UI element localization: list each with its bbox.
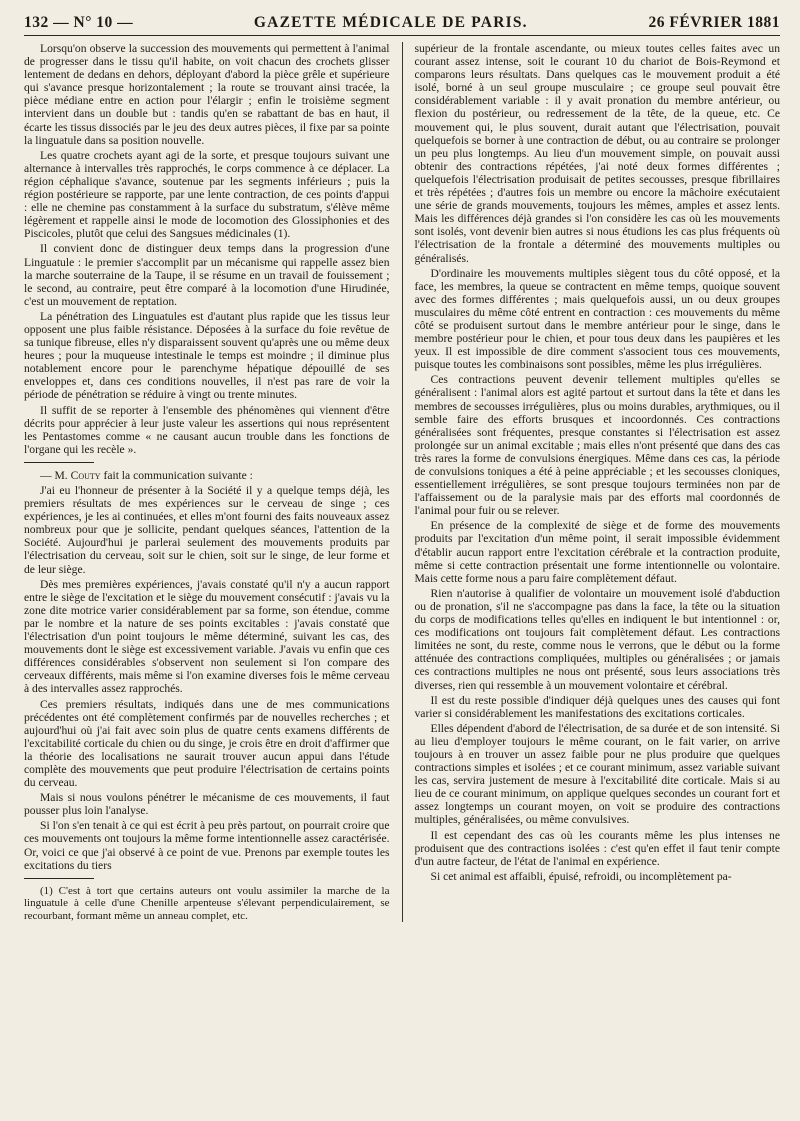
paragraph: Il est du reste possible d'indiquer déjà quelques unes des causes qui font varier si considérablement les manifestations des excitations corticales.: [414, 693, 780, 720]
paragraph: supérieur de la frontale ascendante, ou mieux toutes celles faites avec un courant assez intense, soit le courant 10 du chariot de Bois-Reymond et comparons leurs résultats. Dans quelques cas le mouvement produit a été isolé, borné à un seul groupe musculaire ; ce groupe seul pouvait être considérablement variable : il y avait pronation du membre antérieur, ou flexion du postérieur, ou redressement de la tête, de la queue, etc. Ce mouvement qui, le plus souvent, durait autant que l'électrisation, pouvait quelquefois se borner à une contraction de début, ou au contraire se prolonger un peu plus longtemps. Au lieu d'un mouvement simple, on pouvait aussi obtenir des contractions répétées, j'ai noté deux formes différentes ; quelquefois l'électrisation produisait de petites secousses, presque fibrillaires et très répétées ; d'autres fois un membre ou encore la mâchoire exécutaient une série de grands mouvements, toujours les mêmes, amples et assez lents. Mais les différences déjà grandes si l'on considère les cas où les mouvements sont isolés, vont devenir bien autres si nous étudions les cas plus fréquents où l'électrisation de la frontale a déterminé des mouvements multiples ou généralisés.: [414, 42, 780, 265]
page-header: [24, 14, 780, 36]
paragraph: Il suffit de se reporter à l'ensemble des phénomènes qui viennent d'être décrits pour apprécier à leur juste valeur les assertions qui nous représentent les Pentastomes comme « ne causant aucun trouble dans les fonctions de l'organe qui les recèle ».: [24, 403, 390, 456]
issue-date: 26 FÉVRIER 1881: [648, 14, 780, 31]
paragraph: Ces premiers résultats, indiqués dans une de mes communications précédentes ont été complètement confirmés par de nouvelles recherches ; et aujourd'hui où j'ai fait avec soin plus de quatre cents examens différents de l'excitabilité corticale du chien ou du singe, je crois être en droit d'affirmer que la théorie des localisations ne saurait trouver aucun appui dans l'étude complète des mouvements que peut produire l'électrisation de certains points du cerveau.: [24, 697, 390, 790]
paragraph: Rien n'autorise à qualifier de volontaire un mouvement isolé d'abduction ou de pronation, s'il ne s'accompagne pas dans la face, la tête ou la situation du corps de modifications telles qu'elles en indiquent le but intentionnel : or, ces modifications ont toujours fait complètement défaut. Les contractions limitées ne sont, du reste, comme nous le verrons, que le début ou la forme atténuée des contractions compliquées, multiples ou généralisées ; or jamais ces contractions multiples ne nous ont présenté, sous leurs associations très diverses, rien qui ressemble à un mouvement volontaire et cérébral.: [414, 586, 780, 692]
paragraph: Dès mes premières expériences, j'avais constaté qu'il n'y a aucun rapport entre le siège de l'excitation et le siège du mouvement consécutif : j'avais vu la zone dite motrice varier considérablement par sa forme, son étendue, comme par le nombre et la nature de ses points excitables : j'avais constaté que l'électrisation d'un point toujours le même déterminé, suivant les cas, des mouvements dont le siège est excessivement variable. J'avais vu enfin que ces différences considérables s'observent non seulement si l'on compare des cerveaux différents, mais même si l'on examine diverses fois le même cerveau à des intervalles assez rapprochés.: [24, 577, 390, 696]
paragraph: J'ai eu l'honneur de présenter à la Société il y a quelque temps déjà, les premiers résultats de mes expériences sur le cerveau de singe ; ces expériences, je les ai continuées, et elles m'ont fourni des faits nouveaux assez nombreux pour que je sollicite, pendant quelques séances, l'attention de la Société. Aujourd'hui je parlerai seulement des mouvements produits par l'électrisation du cerveau, soit sur le chien, soit sur le singe, de leur forme et de leur siège.: [24, 484, 390, 576]
paragraph: Si cet animal est affaibli, épuisé, refroidi, ou incomplètement pa-: [430, 869, 732, 883]
issue-number: — N° 10 —: [53, 14, 134, 31]
paragraph: Ces contractions peuvent devenir tellement multiples qu'elles se généralisent : l'animal alors est agité partout et surtout dans la tête et dans les membres de secousses irrégulières, plus ou moins durables, arythmiques, ou il semble faire des efforts brusques et incoordonnés. Ces contractions généralisées sont fréquentes, presque constantes si l'électrisation est assez prolongée sur un animal excitable ; mais elles n'ont présenté que dans des cas très rares la forme de convulsions énergiques. Même dans ces cas, la période de convulsions toniques a été à peine appréciable ; et les secousses cloniques, essentiellement irrégulières, se sont presque toujours terminées non par de l'affaissement ou de la paralysie mais par des efforts mal coordonnés de l'animal pour fuir ou se relever.: [414, 373, 780, 518]
paragraph: Si l'on s'en tenait à ce qui est écrit à peu près partout, on pourrait croire que ces mouvements ont toujours la même forme intentionnelle assez caractérisée. Or, voici ce que j'ai observé à ce point de vue. Prenons par exemple toutes les excitations du tiers: [24, 819, 390, 872]
paragraph: En présence de la complexité de siège et de forme des mouvements produits par l'excitation d'un même point, il serait impossible évidemment d'établir aucun rapport entre l'excitation cérébrale et la contraction produite, même si cette contraction présentait une forme intentionnelle ou volontaire. Mais cette forme nous a paru faire complètement défaut.: [414, 519, 780, 585]
speaker-prefix: — M.: [40, 468, 71, 482]
paragraph: Il convient donc de distinguer deux temps dans la progression d'une Linguatule : le premier s'accomplit par un mécanisme qui rappelle assez bien la marche souterraine de la Taupe, il se résume en un travail de fouissement ; le second, au contraire, peut être comparé à la locomotion d'une Hirudinée, c'est un mouvement de reptation.: [24, 242, 390, 308]
paragraph: Il est cependant des cas où les courants même les plus intenses ne produisent que des contractions isolées : c'est qu'en effet il faut tenir compte d'un autre facteur, de l'état de l'animal en expérience.: [414, 828, 780, 868]
paragraph: D'ordinaire les mouvements multiples siègent tous du côté opposé, et la face, les membres, la queue se contractent en même temps, quoique souvent avec des formes différentes ; mais quelquefois aussi, un ou deux groupes musculaires du même côté entrent en contraction : ces mouvements du même côté se produisent surtout dans le membre antérieur pour le singe, dans le membre postérieur pour le chien, et pour tous deux dans les paupières et les yeux. Il est impossible de dire comment s'associent tous ces mouvements, puisque toutes les combinaisons sont possibles, même les plus irrégulières.: [414, 266, 780, 372]
two-column-body: [24, 42, 780, 922]
right-column: [403, 42, 781, 922]
communication-heading: [24, 469, 390, 482]
speaker-name: Couty: [70, 468, 101, 482]
page-number-issue: [24, 14, 133, 32]
section-divider: [24, 462, 94, 463]
speaker-rest: fait la communication suivante :: [100, 468, 253, 482]
paragraph: Les quatre crochets ayant agi de la sorte, et presque toujours suivant une alternance à intervalles très rapprochés, le corps commence à ce déplacer. La région céphalique s'avance, soutenue par les segments inférieurs ; puis la région postérieure se rapporte, par une lente contraction, de ces points d'appui : elle ne chemine pas constamment à la surface du substratum, s'élève même légèrement et rappelle ainsi le mode de locomotion des Glossiphonies et des Piscicoles, plutôt que celui des Sangsues médicinales (1).: [24, 148, 390, 241]
journal-title: GAZETTE MÉDICALE DE PARIS.: [253, 14, 528, 31]
footnote: (1) C'est à tort que certains auteurs ont voulu assimiler la marche de la linguatule à celle d'une Chenille arpenteuse s'élevant perpendiculairement, se recourbant, formant même un anneau complet, etc.: [24, 884, 390, 922]
paragraph: Lorsqu'on observe la succession des mouvements qui permettent à l'animal de progresser dans le tissu qu'il habite, on voit chacun des crochets glisser lentement de dedans en dehors, déployant d'abord la pièce grêle et supérieure qui s'avance presque horizontalement ; la route se trouvant ainsi tracée, la pièce médiane entre en action pour l'élargir ; enfin le troisième segment intervient dans un double but : tandis qu'en se rabattant de bas en haut, il écarte les tissus dissociés par le jeu des deux autres pièces, il fixe par sa pointe la linguatule dans sa position nouvelle.: [24, 42, 390, 147]
paragraph: La pénétration des Linguatules est d'autant plus rapide que les tissus leur opposent une plus faible résistance. Déposées à la surface du foie revêtue de sa tunique fibreuse, elles n'y disparaissent souvent qu'après une ou même deux heures ; pour la muqueuse intestinale le temps est moindre ; il diminue plus notablement encore pour le parenchyme hépatique dépouillé de ses enveloppes et, dans ces conditions nouvelles, il n'est pas rare de voir la période de pénétration se réduire à vingt ou trente minutes.: [24, 309, 390, 402]
paragraph: Mais si nous voulons pénétrer le mécanisme de ces mouvements, il faut pousser plus loin l'analyse.: [24, 791, 390, 818]
left-column: [24, 42, 403, 922]
page-number: 132: [24, 14, 49, 31]
footnote-divider: [24, 878, 94, 879]
paragraph: Elles dépendent d'abord de l'électrisation, de sa durée et de son intensité. Si au lieu d'employer toujours le même courant, on le fait varier, on arrive toujours à en trouver un assez faible pour ne plus produire que quelques contractions simples et isolées ; et ce courant minimum, assez variable suivant les cas, servira justement de mesure à l'excitabilité dite corticale. Mais si au lieu de ce courant minimum, on applique quelques secondes un courant fort et assez longtemps un courant moyen, on voit se produire des contractions multiples, généralisées, ou même convulsives.: [414, 721, 780, 827]
